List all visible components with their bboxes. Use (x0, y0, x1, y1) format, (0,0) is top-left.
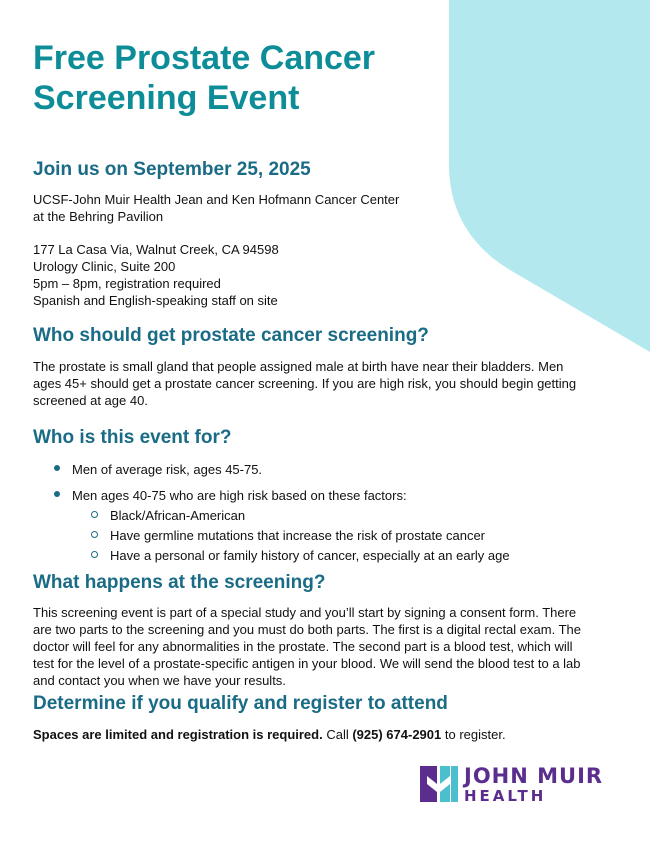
suite-line: Urology Clinic, Suite 200 (33, 259, 176, 274)
staff-line: Spanish and English-speaking staff on site (33, 293, 278, 308)
bullet-ring-icon (91, 531, 98, 538)
venue-line-2: at the Behring Pavilion (33, 209, 164, 224)
event-date-heading: Join us on September 25, 2025 (33, 159, 311, 180)
bullet-ring-icon (91, 511, 98, 518)
logo-line-1: JOHN MUIR (464, 764, 604, 788)
register-end: to register. (441, 727, 506, 742)
time-line: 5pm – 8pm, registration required (33, 276, 221, 291)
register-heading: Determine if you qualify and register to attend (33, 693, 448, 714)
register-notice: Spaces are limited and registration is required. (33, 727, 323, 742)
logo-mark-icon (420, 766, 458, 802)
address-line: 177 La Casa Via, Walnut Creek, CA 94598 (33, 242, 279, 257)
bullet-dot-icon (54, 465, 60, 471)
register-call: Call (322, 727, 353, 742)
bullet-ring-icon (91, 551, 98, 558)
bullet-dot-icon (54, 491, 60, 497)
who-screening-heading: Who should get prostate cancer screening? (33, 325, 429, 346)
who-screening-body: The prostate is small gland that people assigned male at birth have near their bladders. Men ages 45+ should get a prostate cancer screening. If you are high risk, you should begin getting screened at age 40. (33, 359, 577, 408)
register-text (33, 726, 506, 743)
who-event-heading: Who is this event for? (33, 427, 232, 448)
john-muir-health-logo (420, 764, 610, 804)
phone-number: (925) 674-2901 (352, 727, 442, 742)
what-happens-heading: What happens at the screening? (33, 572, 326, 593)
page-title: Free Prostate Cancer Screening Event (33, 39, 376, 117)
logo-line-2: HEALTH (464, 787, 547, 805)
venue-line-1: UCSF-John Muir Health Jean and Ken Hofmann Cancer Center (33, 192, 400, 207)
what-happens-body: This screening event is part of a special study and you’ll start by signing a consent form. There are two parts to the screening and you must do both parts. The first is a digital rectal exam. The doctor will feel for any abnormalities in the prostate. The second part is a blood test, which will test for the level of a prostate-specific antigen in your blood. We will send the blood test to a lab and contact you when we have your results. (33, 605, 581, 688)
